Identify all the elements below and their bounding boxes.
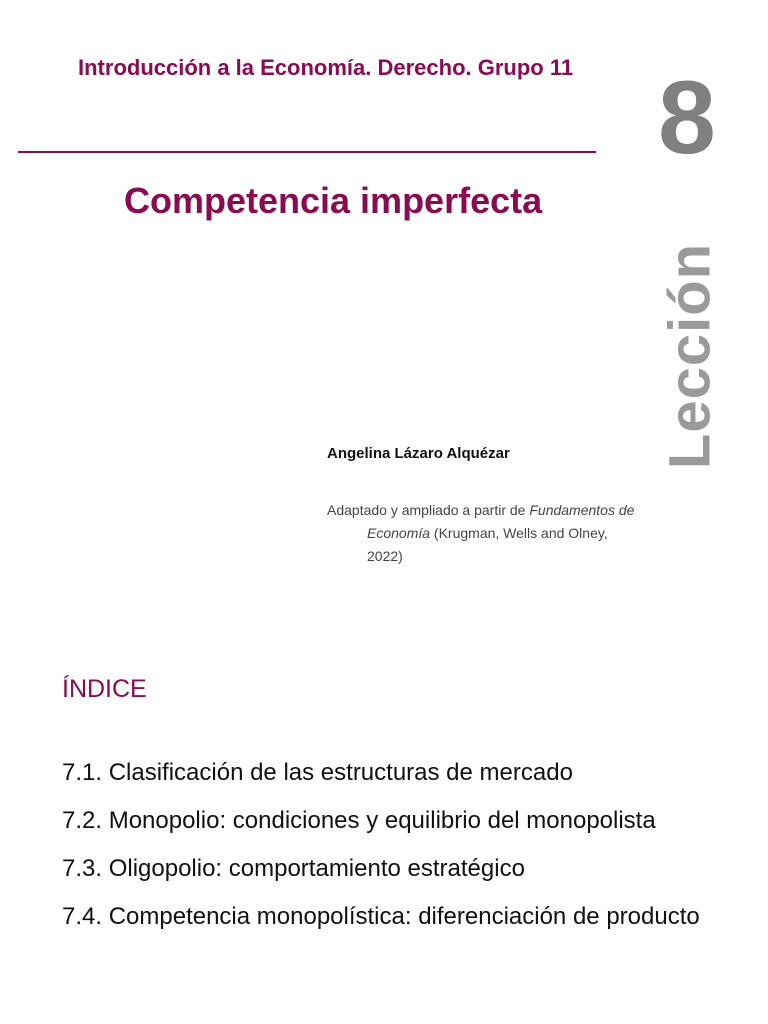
index-heading: ÍNDICE: [62, 675, 147, 703]
index-item: 7.1. Clasificación de las estructuras de mercado: [62, 759, 573, 786]
index-list: [62, 758, 700, 950]
document-title: Competencia imperfecta: [124, 180, 543, 221]
lesson-label: Lección: [657, 242, 723, 470]
source-book-title-2: Economía: [367, 525, 431, 541]
source-authors: (Krugman, Wells and Olney,: [430, 525, 608, 541]
index-item: 7.4. Competencia monopolística: diferenciación de producto: [62, 903, 700, 930]
lesson-number: 8: [658, 60, 716, 176]
source-line-2: [327, 522, 667, 545]
index-item: 7.3. Oligopolio: comportamiento estratégico: [62, 855, 525, 882]
author-name: Angelina Lázaro Alquézar: [327, 445, 510, 462]
header-rule: [18, 151, 596, 153]
course-header: Introducción a la Economía. Derecho. Grupo 11: [78, 55, 574, 80]
source-prefix: Adaptado y ampliado a partir de: [327, 502, 530, 518]
source-note: [327, 499, 667, 568]
index-item: 7.2. Monopolio: condiciones y equilibrio del monopolista: [62, 807, 656, 834]
source-year: 2022): [367, 548, 403, 564]
source-book-title-1: Fundamentos de: [529, 502, 635, 518]
